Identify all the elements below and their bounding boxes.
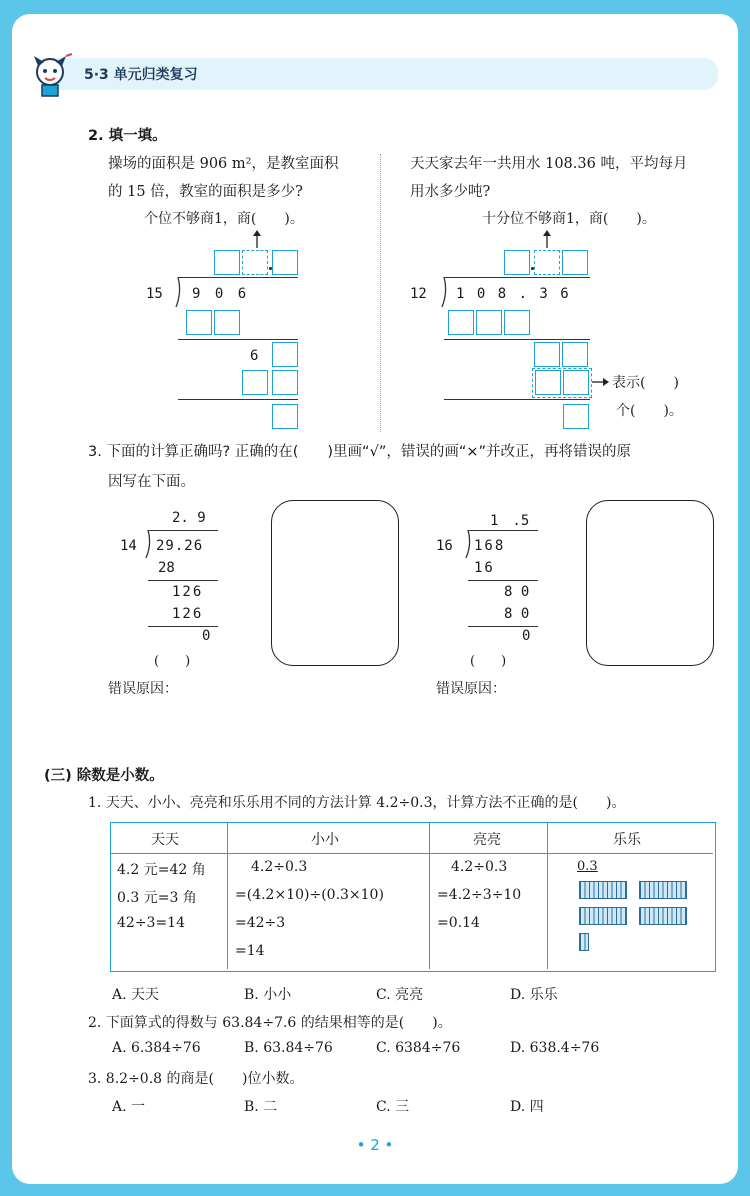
q3-left-line4: 0 (202, 628, 211, 644)
subtract-line (178, 339, 298, 340)
answer-box[interactable] (272, 370, 298, 395)
answer-box[interactable] (534, 342, 560, 367)
arrow-right-icon (592, 376, 610, 388)
subtract-line (444, 339, 590, 340)
answer-box[interactable] (272, 342, 298, 367)
q2-title: 2. 填一填。 (88, 128, 167, 144)
q3-left-reason: 错误原因： (108, 681, 178, 697)
right-dividend: 1 0 8 . 3 6 (456, 286, 571, 302)
table-cell: =14 (235, 943, 265, 959)
q3-right-paren[interactable]: ( ) (470, 654, 507, 669)
answer-box[interactable] (504, 250, 530, 275)
s3-q2-option-a[interactable]: A. 6.384÷76 (112, 1040, 201, 1056)
q3-right-quotient: 1 .5 (490, 513, 530, 529)
left-dividend: 9 0 6 (192, 286, 250, 302)
decimal-grid-bar (579, 933, 589, 951)
answer-box[interactable] (535, 370, 561, 395)
answer-box[interactable] (563, 370, 589, 395)
table-cell: 0.3 元=3 角 (117, 890, 197, 906)
methods-table (110, 822, 716, 972)
answer-box[interactable] (214, 250, 240, 275)
answer-box[interactable] (504, 310, 530, 335)
q3-right-line2: 8 0 (504, 584, 530, 600)
answer-box[interactable] (476, 310, 502, 335)
arrow-up-icon (540, 228, 554, 248)
s3-q3-option-d[interactable]: D. 四 (510, 1099, 544, 1115)
s3-q2-option-d[interactable]: D. 638.4÷76 (510, 1040, 600, 1056)
arrow-label1: 表示( ) (612, 375, 679, 391)
answer-box[interactable] (214, 310, 240, 335)
answer-box[interactable] (562, 250, 588, 275)
q3-right-reason: 错误原因： (436, 681, 506, 697)
s3-q3-option-b[interactable]: B. 二 (244, 1099, 278, 1115)
answer-box[interactable] (272, 250, 298, 275)
q3-left-line2: 126 (172, 584, 204, 600)
table-divider (547, 823, 548, 969)
table-cell: =(4.2×10)÷(0.3×10) (235, 887, 384, 903)
answer-box[interactable] (242, 370, 268, 395)
q2-right-hint: 十分位不够商1，商( )。 (482, 211, 656, 227)
left-divisor: 15 (146, 286, 163, 302)
table-cell: 42÷3=14 (117, 915, 185, 931)
answer-box[interactable] (186, 310, 212, 335)
q3-left-line1: 28 (158, 560, 175, 576)
page-number: • 2 • (356, 1136, 394, 1154)
table-cell: 4.2 元=42 角 (117, 862, 206, 878)
decimal-grid-bar (639, 907, 687, 925)
subtract-line (468, 626, 538, 627)
s3-q2-option-b[interactable]: B. 63.84÷76 (244, 1040, 333, 1056)
q3-right-dividend: 168 (474, 538, 506, 554)
s3-q2-option-c[interactable]: C. 6384÷76 (376, 1040, 461, 1056)
worksheet-page (12, 14, 738, 1184)
q3-left-divisor: 14 (120, 538, 137, 554)
table-divider (429, 823, 430, 969)
table-cell: 4.2÷0.3 (251, 859, 308, 875)
answer-box[interactable] (562, 342, 588, 367)
q3-right-divisor: 16 (436, 538, 453, 554)
answer-box[interactable] (272, 404, 298, 429)
s3-q3-text: 3. 8.2÷0.8 的商是( )位小数。 (88, 1071, 304, 1087)
s3-q1-option-d[interactable]: D. 乐乐 (510, 987, 558, 1003)
section3-title: (三) 除数是小数。 (44, 768, 164, 784)
subtract-line (444, 399, 590, 400)
q2-left-text2: 的 15 倍，教室的面积是多少? (108, 184, 303, 200)
correction-box[interactable] (271, 500, 399, 666)
right-divisor: 12 (410, 286, 427, 302)
s3-q1-text: 1. 天天、小小、亮亮和乐乐用不同的方法计算 4.2÷0.3，计算方法不正确的是( )。 (88, 795, 626, 811)
q2-left-text1: 操场的面积是 906 m²，是教室面积 (108, 156, 339, 172)
decimal-grid-bar (579, 881, 627, 899)
division-bar (444, 277, 590, 278)
table-header: 乐乐 (613, 832, 641, 848)
q3-left-paren[interactable]: ( ) (154, 654, 191, 669)
decimal-grid-bar (639, 881, 687, 899)
decimal-grid-bar (579, 907, 627, 925)
division-bar (468, 530, 538, 531)
q3-left-dividend: 29.26 (156, 538, 204, 554)
q3-title: 3. 下面的计算正确吗? 正确的在( )里画“√”，错误的画“×”并改正，再将错误的原 (88, 444, 631, 460)
table-header: 小小 (311, 832, 339, 848)
table-header: 亮亮 (473, 832, 501, 848)
s3-q1-option-c[interactable]: C. 亮亮 (376, 987, 424, 1003)
q2-right-text2: 用水多少吨? (410, 184, 491, 200)
q3-right-line4: 0 (522, 628, 531, 644)
q2-right-text1: 天天家去年一共用水 108.36 吨，平均每月 (410, 156, 688, 172)
division-bracket (172, 277, 184, 307)
s3-q3-option-c[interactable]: C. 三 (376, 1099, 410, 1115)
column-divider (380, 154, 381, 432)
subtract-line (178, 399, 298, 400)
q3-right-line3: 8 0 (504, 606, 530, 622)
table-cell: =42÷3 (235, 915, 286, 931)
q3-left-quotient: 2. 9 (172, 510, 206, 526)
left-remainder-digit: 6 (250, 348, 259, 364)
answer-box[interactable] (563, 404, 589, 429)
table-cell: =4.2÷3÷10 (437, 887, 522, 903)
table-divider (227, 823, 228, 969)
division-bar (148, 530, 218, 531)
subtract-line (148, 580, 218, 581)
arrow-label2: 个( )。 (616, 403, 683, 419)
arrow-up-icon (250, 228, 264, 248)
s3-q2-text: 2. 下面算式的得数与 63.84÷7.6 的结果相等的是( )。 (88, 1015, 452, 1031)
q2-left-hint: 个位不够商1，商( )。 (144, 211, 304, 227)
s3-q1-option-b[interactable]: B. 小小 (244, 987, 292, 1003)
table-cell: 4.2÷0.3 (451, 859, 508, 875)
q3-right-line1: 16 (474, 560, 495, 576)
q3-left-line3: 126 (172, 606, 204, 622)
table-header: 天天 (151, 832, 179, 848)
subtract-line (468, 580, 538, 581)
division-bracket (438, 277, 450, 307)
q3-title2: 因写在下面。 (108, 474, 195, 490)
division-bracket (142, 530, 154, 558)
header-title: 5·3 单元归类复习 (84, 67, 198, 83)
table-header-line (111, 853, 713, 854)
answer-box-dashed[interactable] (242, 250, 268, 275)
grid-label: 0.3 (577, 859, 598, 874)
answer-box-dashed[interactable] (534, 250, 560, 275)
s3-q1-option-a[interactable]: A. 天天 (112, 987, 160, 1003)
division-bracket (462, 530, 474, 558)
correction-box[interactable] (586, 500, 714, 666)
mascot-icon (30, 52, 74, 98)
subtract-line (148, 626, 218, 627)
s3-q3-option-a[interactable]: A. 一 (112, 1099, 146, 1115)
division-bar (178, 277, 298, 278)
table-cell: =0.14 (437, 915, 480, 931)
answer-box[interactable] (448, 310, 474, 335)
